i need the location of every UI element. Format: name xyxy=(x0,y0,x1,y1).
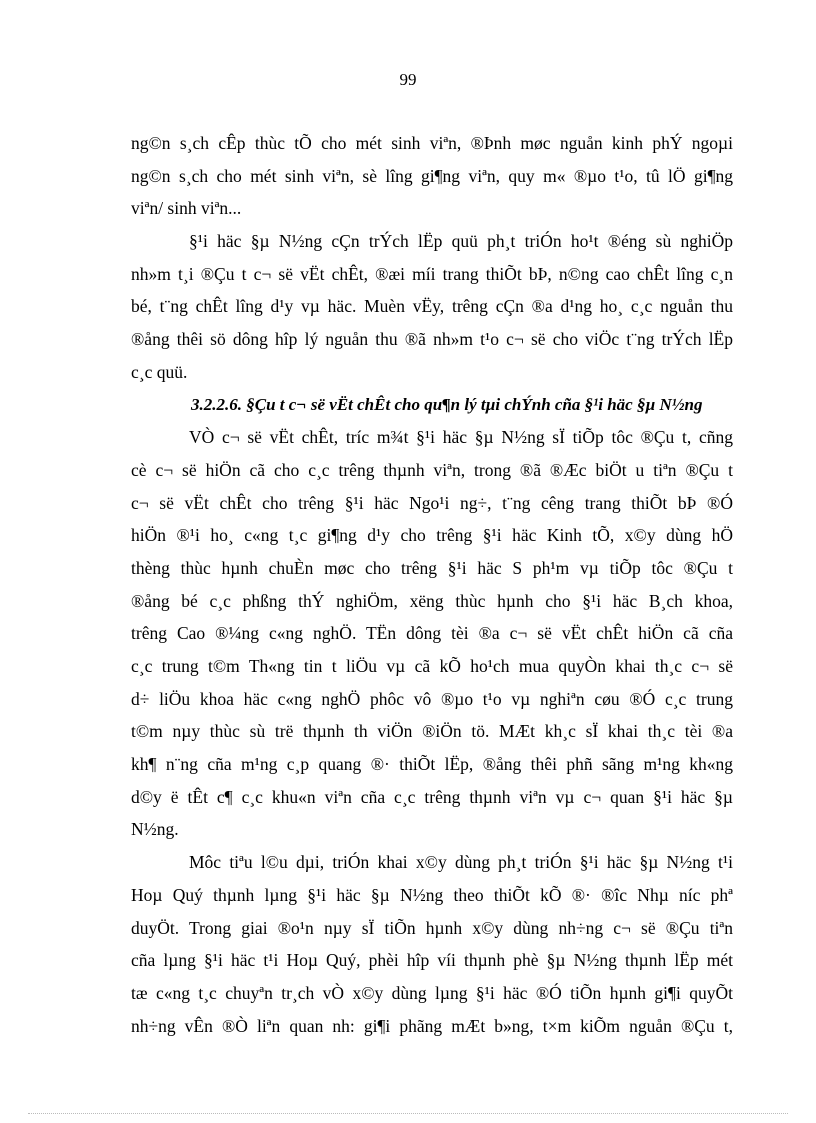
text-line: §¹i häc §µ N½ng cÇn trÝch lËp quü ph¸t triÓn ho¹t ®éng sù nghiÖp xyxy=(189,231,733,252)
text-line: ®ång bé c¸c phßng thÝ nghiÖm, xëng thùc hµnh cho §¹i häc B¸ch khoa, xyxy=(131,590,733,611)
text-line: Hoµ Quý thµnh lµng §¹i häc §µ N½ng theo thiÕt kÕ ®· ®îc Nhµ níc phª xyxy=(131,884,733,905)
text-line: kh¶ n¨ng cña m¹ng c¸p quang ®· thiÕt lËp, ®ång thêi phñ sãng m¹ng kh«ng xyxy=(131,754,733,775)
text-line: nh»m t¸i ®Çu t c¬ së vËt chÊt, ®æi míi trang thiÕt bÞ, n©ng cao chÊt lîng c¸n xyxy=(131,263,733,284)
text-line: cña lµng §¹i häc t¹i Hoµ Quý, phèi hîp víi thµnh phè §µ N½ng thµnh lËp mét xyxy=(131,950,733,971)
text-line: trêng Cao ®¼ng c«ng nghÖ. TËn dông tèi ®a c¬ së vËt chÊt hiÖn cã cña xyxy=(131,623,733,644)
text-line: ®ång thêi sö dông hîp lý nguån thu ®ã nh»m t¹o c¬ së cho viÖc t¨ng trÝch lËp xyxy=(131,329,733,350)
document-body xyxy=(131,131,733,1046)
text-line: ng©n s¸ch cho mét sinh viªn, sè lîng gi¶ng viªn, quy m« ®µo t¹o, tû lÖ gi¶ng xyxy=(131,165,733,186)
text-line: duyÖt. Trong giai ®o¹n nµy sÏ tiÕn hµnh x©y dùng nh÷ng c¬ së ®Çu tiªn xyxy=(131,917,733,938)
text-line: tæ c«ng t¸c chuyªn tr¸ch vÒ x©y dùng lµng §¹i häc ®Ó tiÕn hµnh gi¶i quyÕt xyxy=(131,982,733,1003)
text-line: t©m nµy thùc sù trë thµnh th viÖn ®iÖn tö. MÆt kh¸c sÏ khai th¸c tèi ®a xyxy=(131,721,733,742)
text-line: nh÷ng vÊn ®Ò liªn quan nh: gi¶i phãng mÆt b»ng, t×m kiÕm nguån ®Çu t, xyxy=(131,1015,733,1036)
text-line: d©y ë tÊt c¶ c¸c khu«n viªn cña c¸c trêng thµnh viªn vµ c¬ quan §¹i häc §µ xyxy=(131,786,733,807)
text-line: VÒ c¬ së vËt chÊt, tríc m¾t §¹i häc §µ N½ng sÏ tiÕp tôc ®Çu t, cñng xyxy=(189,427,733,448)
text-line: thèng thùc hµnh chuÈn møc cho trêng §¹i häc S ph¹m vµ tiÕp tôc ®Çu t xyxy=(131,557,733,578)
text-line: viªn/ sinh viªn... xyxy=(131,198,242,219)
text-line: N½ng. xyxy=(131,819,179,840)
text-line: bé, t¨ng chÊt lîng d¹y vµ häc. Muèn vËy, trêng cÇn ®a d¹ng ho¸ c¸c nguån thu xyxy=(131,296,733,317)
text-line: c¸c quü. xyxy=(131,361,188,382)
text-line: c¬ së vËt chÊt cho trêng §¹i häc Ngo¹i ng÷, t¨ng cêng trang thiÕt bÞ ®Ó xyxy=(131,492,733,513)
text-line: ng©n s¸ch cÊp thùc tÕ cho mét sinh viªn, ®Þnh møc nguån kinh phÝ ngoµi xyxy=(131,133,733,153)
page-bottom-rule xyxy=(28,1113,788,1114)
text-line: d÷ liÖu khoa häc c«ng nghÖ phôc vô ®µo t¹o vµ nghiªn cøu ®Ó c¸c trung xyxy=(131,688,733,709)
text-line: Môc tiªu l©u dµi, triÓn khai x©y dùng ph¸t triÓn §¹i häc §µ N½ng t¹i xyxy=(189,852,733,873)
text-line: hiÖn ®¹i ho¸ c«ng t¸c gi¶ng d¹y cho trêng §¹i häc Kinh tÕ, x©y dùng hÖ xyxy=(131,525,733,546)
page-number: 99 xyxy=(399,70,417,89)
text-line: cè c¬ së hiÖn cã cho c¸c trêng thµnh viªn, trong ®ã ®Æc biÖt u tiªn ®Çu t xyxy=(131,459,733,480)
section-heading: 3.2.2.6. §Çu t c¬ së vËt chÊt cho qu¶n lý tµi chÝnh cña §¹i häc §µ N½ng xyxy=(191,394,703,414)
text-line: c¸c trung t©m Th«ng tin t liÖu vµ cã kÕ ho¹ch mua quyÒn khai th¸c c¬ së xyxy=(131,656,733,676)
